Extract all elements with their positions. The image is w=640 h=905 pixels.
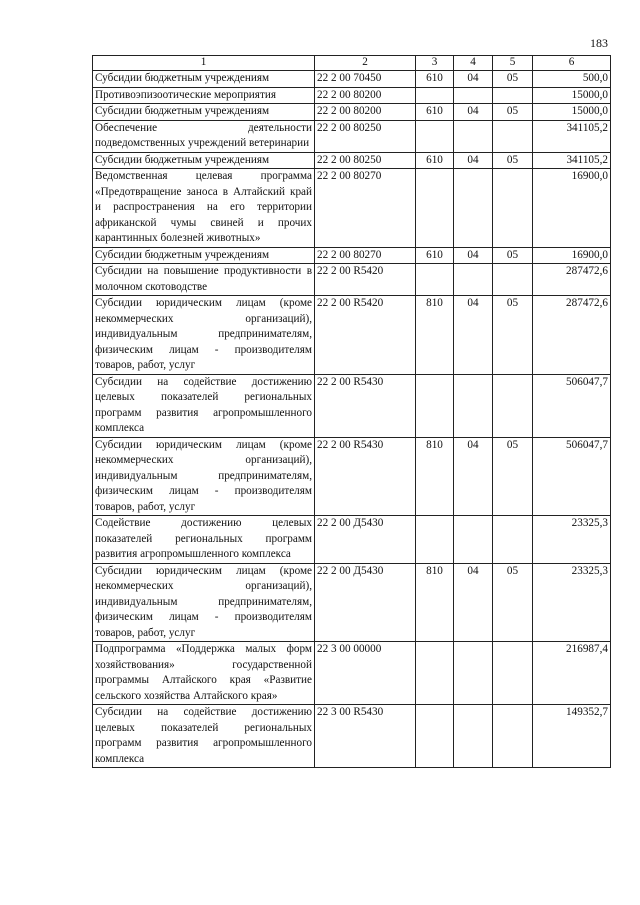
- expense-type-cell: 810: [416, 437, 454, 516]
- amount-cell: 15000,0: [533, 104, 611, 121]
- subsection-cell: [493, 642, 533, 705]
- target-code-cell: 22 2 00 80200: [315, 87, 416, 104]
- expense-type-cell: 810: [416, 296, 454, 375]
- item-name-cell: Содействие достижению целевых показателей региональных программ развития агропромышленного комплекса: [93, 516, 315, 564]
- expense-type-cell: 610: [416, 247, 454, 264]
- column-header-6: 6: [533, 56, 611, 71]
- amount-cell: 341105,2: [533, 120, 611, 152]
- table-row: [93, 705, 611, 768]
- item-name-cell: Субсидии бюджетным учреждениям: [93, 104, 315, 121]
- expense-type-cell: [416, 705, 454, 768]
- table-row: [93, 563, 611, 642]
- table-row: [93, 247, 611, 264]
- section-cell: 04: [454, 71, 493, 88]
- table-row: [93, 516, 611, 564]
- subsection-cell: [493, 516, 533, 564]
- subsection-cell: [493, 264, 533, 296]
- budget-table: [92, 55, 611, 768]
- section-cell: [454, 87, 493, 104]
- table-row: [93, 437, 611, 516]
- expense-type-cell: [416, 374, 454, 437]
- item-name-cell: Субсидии на содействие достижению целевых показателей региональных программ развития агропромышленного комплекса: [93, 374, 315, 437]
- column-header-5: 5: [493, 56, 533, 71]
- subsection-cell: [493, 374, 533, 437]
- amount-cell: 287472,6: [533, 296, 611, 375]
- table-row: [93, 120, 611, 152]
- table-row: [93, 296, 611, 375]
- subsection-cell: [493, 705, 533, 768]
- page-number: 183: [590, 36, 608, 50]
- section-cell: [454, 642, 493, 705]
- expense-type-cell: 610: [416, 104, 454, 121]
- expense-type-cell: [416, 516, 454, 564]
- amount-cell: 16900,0: [533, 247, 611, 264]
- table-header: [93, 56, 611, 71]
- subsection-cell: 05: [493, 104, 533, 121]
- section-cell: 04: [454, 563, 493, 642]
- item-name-cell: Субсидии юридическим лицам (кроме некоммерческих организаций), индивидуальным предпринимателям, физическим лицам - производителям товаров, работ, услуг: [93, 437, 315, 516]
- table-row: [93, 104, 611, 121]
- table-row: [93, 642, 611, 705]
- table-row: [93, 169, 611, 248]
- amount-cell: 15000,0: [533, 87, 611, 104]
- item-name-cell: Субсидии на содействие достижению целевых показателей региональных программ развития агропромышленного комплекса: [93, 705, 315, 768]
- amount-cell: 149352,7: [533, 705, 611, 768]
- expense-type-cell: 610: [416, 71, 454, 88]
- target-code-cell: 22 2 00 80250: [315, 120, 416, 152]
- expense-type-cell: 810: [416, 563, 454, 642]
- table-row: [93, 264, 611, 296]
- item-name-cell: Подпрограмма «Поддержка малых форм хозяйствования» государственной программы Алтайского края «Развитие сельского хозяйства Алтайского края»: [93, 642, 315, 705]
- subsection-cell: [493, 120, 533, 152]
- item-name-cell: Субсидии на повышение продуктивности в молочном скотоводстве: [93, 264, 315, 296]
- subsection-cell: 05: [493, 563, 533, 642]
- target-code-cell: 22 3 00 00000: [315, 642, 416, 705]
- amount-cell: 16900,0: [533, 169, 611, 248]
- section-cell: 04: [454, 247, 493, 264]
- section-cell: 04: [454, 437, 493, 516]
- subsection-cell: 05: [493, 437, 533, 516]
- column-header-4: 4: [454, 56, 493, 71]
- item-name-cell: Субсидии бюджетным учреждениям: [93, 152, 315, 169]
- section-cell: [454, 374, 493, 437]
- amount-cell: 500,0: [533, 71, 611, 88]
- item-name-cell: Субсидии бюджетным учреждениям: [93, 247, 315, 264]
- table-row: [93, 374, 611, 437]
- table-row: [93, 71, 611, 88]
- target-code-cell: 22 2 00 R5430: [315, 437, 416, 516]
- amount-cell: 341105,2: [533, 152, 611, 169]
- target-code-cell: 22 2 00 R5420: [315, 296, 416, 375]
- target-code-cell: 22 2 00 70450: [315, 71, 416, 88]
- subsection-cell: [493, 169, 533, 248]
- section-cell: [454, 120, 493, 152]
- column-header-2: 2: [315, 56, 416, 71]
- item-name-cell: Противоэпизоотические мероприятия: [93, 87, 315, 104]
- expense-type-cell: 610: [416, 152, 454, 169]
- target-code-cell: 22 2 00 R5420: [315, 264, 416, 296]
- amount-cell: 506047,7: [533, 374, 611, 437]
- amount-cell: 23325,3: [533, 516, 611, 564]
- target-code-cell: 22 2 00 80270: [315, 247, 416, 264]
- item-name-cell: Субсидии бюджетным учреждениям: [93, 71, 315, 88]
- section-cell: [454, 705, 493, 768]
- expense-type-cell: [416, 642, 454, 705]
- target-code-cell: 22 2 00 Д5430: [315, 563, 416, 642]
- item-name-cell: Ведомственная целевая программа «Предотвращение заноса в Алтайский край и распространения на его территории африканской чумы свиней и прочих карантинных болезней животных»: [93, 169, 315, 248]
- item-name-cell: Субсидии юридическим лицам (кроме некоммерческих организаций), индивидуальным предпринимателям, физическим лицам - производителям товаров, работ, услуг: [93, 296, 315, 375]
- target-code-cell: 22 2 00 R5430: [315, 374, 416, 437]
- subsection-cell: [493, 87, 533, 104]
- expense-type-cell: [416, 87, 454, 104]
- section-cell: [454, 169, 493, 248]
- amount-cell: 287472,6: [533, 264, 611, 296]
- amount-cell: 23325,3: [533, 563, 611, 642]
- table-row: [93, 87, 611, 104]
- column-header-1: 1: [93, 56, 315, 71]
- amount-cell: 216987,4: [533, 642, 611, 705]
- subsection-cell: 05: [493, 296, 533, 375]
- amount-cell: 506047,7: [533, 437, 611, 516]
- target-code-cell: 22 2 00 Д5430: [315, 516, 416, 564]
- item-name-cell: Обеспечение деятельности подведомственных учреждений ветеринарии: [93, 120, 315, 152]
- expense-type-cell: [416, 120, 454, 152]
- subsection-cell: 05: [493, 247, 533, 264]
- section-cell: [454, 516, 493, 564]
- header-row: [93, 56, 611, 71]
- target-code-cell: 22 2 00 80200: [315, 104, 416, 121]
- column-header-3: 3: [416, 56, 454, 71]
- table-row: [93, 152, 611, 169]
- expense-type-cell: [416, 264, 454, 296]
- target-code-cell: 22 2 00 80250: [315, 152, 416, 169]
- section-cell: 04: [454, 152, 493, 169]
- subsection-cell: 05: [493, 152, 533, 169]
- item-name-cell: Субсидии юридическим лицам (кроме некоммерческих организаций), индивидуальным предпринимателям, физическим лицам - производителям товаров, работ, услуг: [93, 563, 315, 642]
- expense-type-cell: [416, 169, 454, 248]
- subsection-cell: 05: [493, 71, 533, 88]
- target-code-cell: 22 2 00 80270: [315, 169, 416, 248]
- section-cell: [454, 264, 493, 296]
- table-body: [93, 71, 611, 768]
- section-cell: 04: [454, 296, 493, 375]
- target-code-cell: 22 3 00 R5430: [315, 705, 416, 768]
- section-cell: 04: [454, 104, 493, 121]
